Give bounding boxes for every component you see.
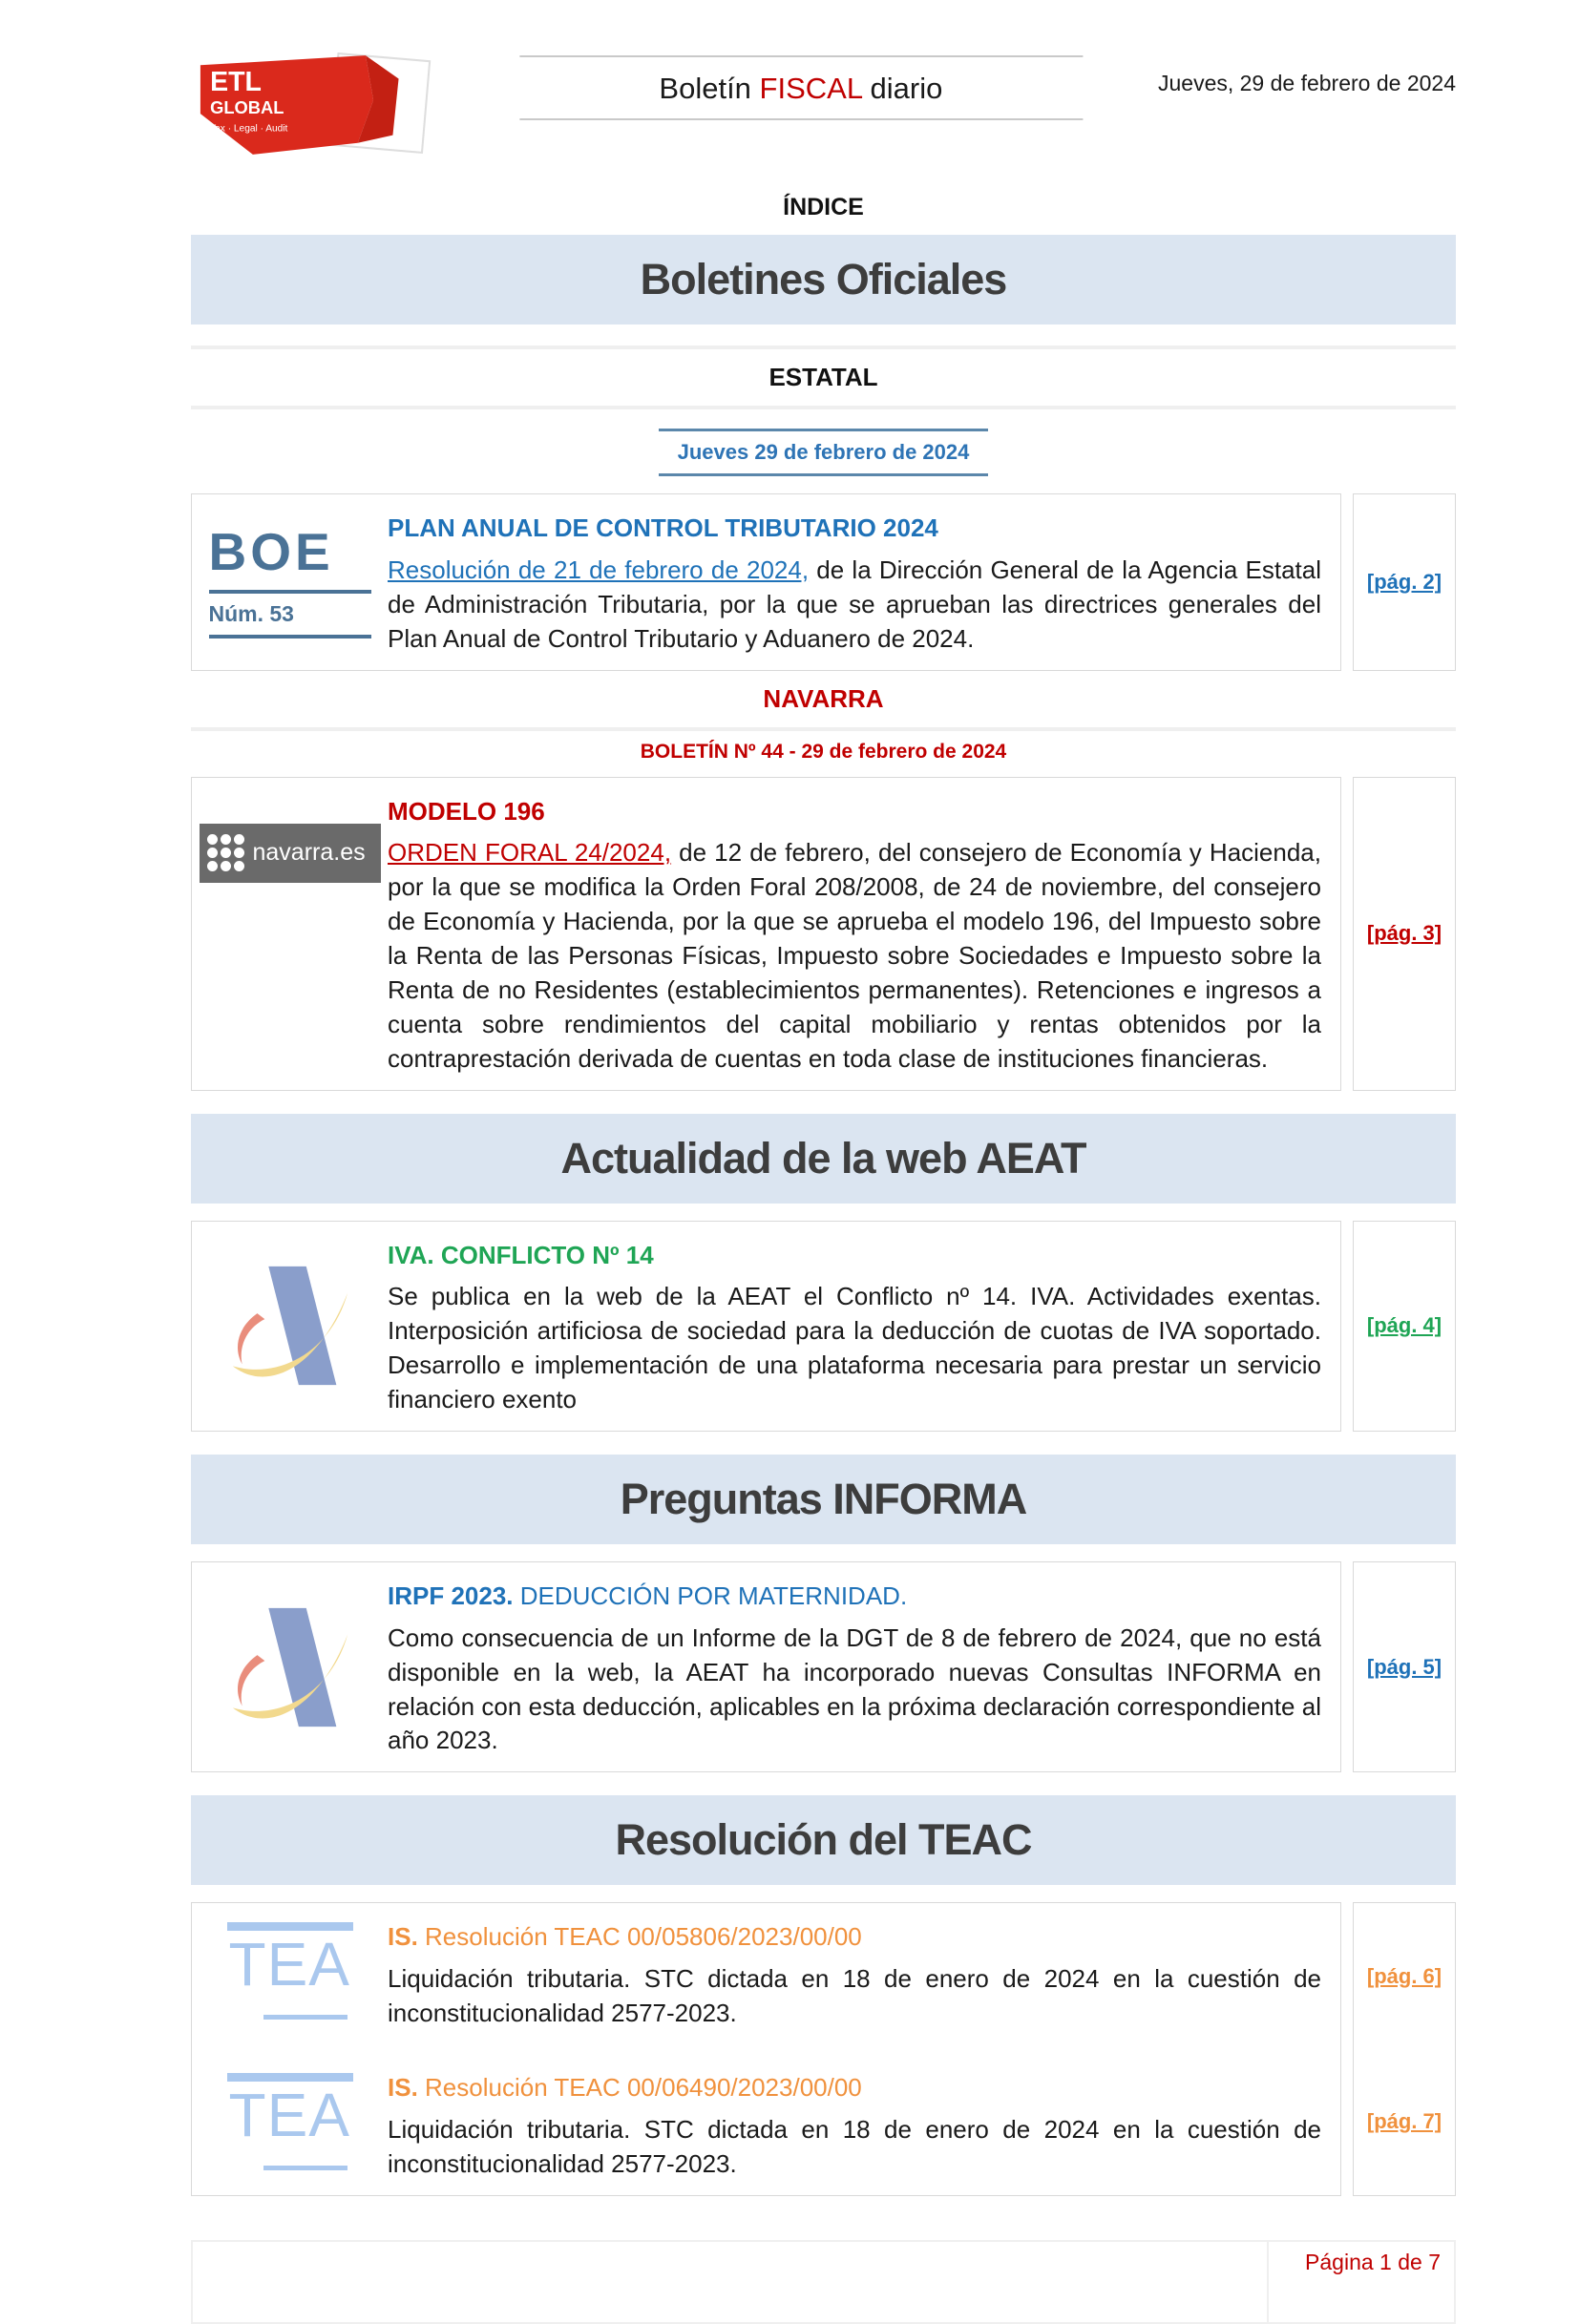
- teac-icon-cell: [192, 1916, 388, 2031]
- tea-logo-text: TEA: [228, 2080, 350, 2149]
- aeat-row: [191, 1221, 1456, 1432]
- boe-row: [191, 493, 1456, 671]
- band-preguntas-informa: Preguntas INFORMA: [191, 1455, 1456, 1544]
- teac-title-1: [388, 1920, 1321, 1955]
- teac-entry: [192, 1916, 1321, 2031]
- estatal-heading: ESTATAL: [768, 363, 878, 391]
- teac-text-cell: [388, 1916, 1321, 2031]
- teac-title-text-1: Resolución TEAC 00/05806/2023/00/00: [417, 1922, 862, 1952]
- teac-body-2: Liquidación tributaria. STC dictada en 18 de enero de 2024 en la cuestión de inconstitucionalidad 2577-2023.: [388, 2114, 1321, 2178]
- header: [191, 50, 1456, 169]
- aeat-icon-cell: [192, 1235, 388, 1417]
- informa-title-bold: IRPF 2023.: [388, 1581, 514, 1610]
- teac-row: [191, 1902, 1456, 2195]
- tea-underline: [263, 2166, 347, 2170]
- aeat-logo: [220, 1597, 361, 1738]
- masthead-title-post: diario: [861, 72, 943, 105]
- tea-logo-text: TEA: [228, 1930, 350, 1999]
- teac-page-link-6[interactable]: [pág. 6]: [1366, 1963, 1442, 1988]
- informa-page-cell: [1353, 1561, 1456, 1772]
- boe-page-link[interactable]: [pág. 2]: [1366, 569, 1442, 594]
- navarra-body: de 12 de febrero, del consejero de Economía y Hacienda, por la que se modifica la Orden Foral 208/2008, de 24 de noviembre, del consejero de Economía y Hacienda, por la que se aprueba el modelo 196, del Impuesto sobre la Renta de las Personas Físicas, Impuesto sobre Sociedades e Impuesto sobre la Renta de no Residentes (establecimientos permanentes). Retenciones e ingresos a cuenta sobre rendimientos del capital mobiliario y rentas obtenidos por la contraprestación derivada de cuentas en toda clase de instituciones financieras.: [388, 838, 1321, 1073]
- navarra-link[interactable]: ORDEN FORAL 24/2024,: [388, 838, 672, 868]
- informa-text-cell: [388, 1576, 1321, 1758]
- footer-spacer: [193, 2242, 1267, 2322]
- header-date: Jueves, 29 de febrero de 2024: [1157, 71, 1456, 95]
- boe-logo: [208, 521, 371, 639]
- boe-page-cell: [1353, 493, 1456, 671]
- aeat-page-link[interactable]: [pág. 4]: [1366, 1313, 1442, 1338]
- etl-logo-global: GLOBAL: [210, 97, 284, 118]
- teac-page-cell: [1353, 1902, 1456, 2195]
- boe-title: PLAN ANUAL DE CONTROL TRIBUTARIO 2024: [388, 513, 938, 542]
- informa-row: [191, 1561, 1456, 1772]
- boe-body: de la Dirección General de la Agencia Estatal de Administración Tributaria, por la que se aprueban las directrices generales del Plan Anual de Control Tributario y Aduanero de 2024.: [388, 555, 1321, 653]
- teac-body-1: Liquidación tributaria. STC dictada en 18 de enero de 2024 en la cuestión de inconstitucionalidad 2577-2023.: [388, 1964, 1321, 2027]
- aeat-title: IVA. CONFLICTO Nº 14: [388, 1240, 654, 1269]
- informa-icon-cell: [192, 1576, 388, 1758]
- aeat-page-cell: [1353, 1221, 1456, 1432]
- informa-row-main: [191, 1561, 1341, 1772]
- boe-num: Núm. 53: [208, 600, 294, 626]
- masthead-title-pre: Boletín: [659, 72, 760, 105]
- footer-page-cell: [1267, 2242, 1454, 2322]
- masthead: [519, 55, 1083, 120]
- navarra-row: [191, 777, 1456, 1091]
- navarra-subheading: BOLETÍN Nº 44 - 29 de febrero de 2024: [640, 740, 1007, 763]
- band-resolucion-teac: Resolución del TEAC: [191, 1795, 1456, 1885]
- etl-logo-text: ETL: [210, 66, 262, 97]
- teac-title-2: [388, 2071, 1321, 2105]
- informa-title-rest: DEDUCCIÓN POR MATERNIDAD.: [513, 1581, 908, 1610]
- etl-logo-tagline: Tax · Legal · Audit: [210, 123, 288, 135]
- tea-logo: [227, 2073, 353, 2176]
- aeat-body: Se publica en la web de la AEAT el Conflicto nº 14. IVA. Actividades exentas. Interposición artificiosa de sociedad para la deducción de cuotas de IVA soportado. Desarrollo e implementación de una plataforma necesaria para prestar un servicio financiero exento: [388, 1282, 1321, 1413]
- boe-row-main: [191, 493, 1341, 671]
- footer: [191, 2240, 1456, 2324]
- aeat-logo: [220, 1255, 361, 1396]
- boe-logo-text: BOE: [208, 521, 334, 581]
- navarra-page-link[interactable]: [pág. 3]: [1366, 921, 1442, 945]
- separator: [191, 727, 1456, 731]
- estatal-date-box: Jueves 29 de febrero de 2024: [659, 429, 988, 476]
- tea-logo: [227, 1922, 353, 2025]
- navarra-logo: [200, 824, 381, 883]
- band-boletines-oficiales: Boletines Oficiales: [191, 235, 1456, 325]
- boe-link[interactable]: Resolución de 21 de febrero de 2024,: [388, 555, 810, 584]
- teac-page-link-7[interactable]: [pág. 7]: [1366, 2109, 1442, 2134]
- informa-title: [388, 1580, 1321, 1614]
- aeat-row-main: [191, 1221, 1341, 1432]
- teac-icon-cell: [192, 2067, 388, 2182]
- etl-global-logo: [191, 50, 437, 158]
- navarra-page-cell: [1353, 777, 1456, 1091]
- band-actualidad-aeat: Actualidad de la web AEAT: [191, 1114, 1456, 1204]
- index-title: ÍNDICE: [783, 194, 864, 220]
- boe-icon-cell: [192, 508, 388, 657]
- teac-tag-1: IS.: [388, 1922, 418, 1952]
- teac-tag-2: IS.: [388, 2072, 418, 2102]
- aeat-text-cell: [388, 1235, 1321, 1417]
- teac-text-cell: [388, 2067, 1321, 2182]
- boe-text-cell: [388, 508, 1321, 657]
- tea-underline: [263, 2015, 347, 2020]
- navarra-row-main: [191, 777, 1341, 1091]
- navarra-heading: NAVARRA: [763, 683, 884, 713]
- separator: [191, 345, 1456, 349]
- boe-rule: [209, 590, 371, 594]
- navarra-icon-cell: [192, 791, 388, 1077]
- page: [191, 50, 1456, 2324]
- informa-page-link[interactable]: [pág. 5]: [1366, 1654, 1442, 1679]
- informa-body: Como consecuencia de un Informe de la DGT de 8 de febrero de 2024, que no está disponible en la web, la AEAT ha incorporado nuevas Consultas INFORMA en relación con esta deducción, aplicables en la próxima declaración correspondiente al año 2023.: [388, 1623, 1321, 1755]
- separator: [191, 406, 1456, 409]
- navarra-dots-icon: [207, 834, 244, 871]
- teac-entry: [192, 2067, 1321, 2182]
- boe-rule: [209, 635, 371, 639]
- navarra-logo-label: navarra.es: [252, 839, 366, 866]
- masthead-title-accent: FISCAL: [759, 72, 862, 105]
- teac-title-text-2: Resolución TEAC 00/06490/2023/00/00: [417, 2072, 862, 2102]
- navarra-text-cell: [388, 791, 1321, 1077]
- page-indicator: Página 1 de 7: [1305, 2249, 1441, 2274]
- navarra-title: MODELO 196: [388, 796, 545, 826]
- teac-row-main: [191, 1902, 1341, 2195]
